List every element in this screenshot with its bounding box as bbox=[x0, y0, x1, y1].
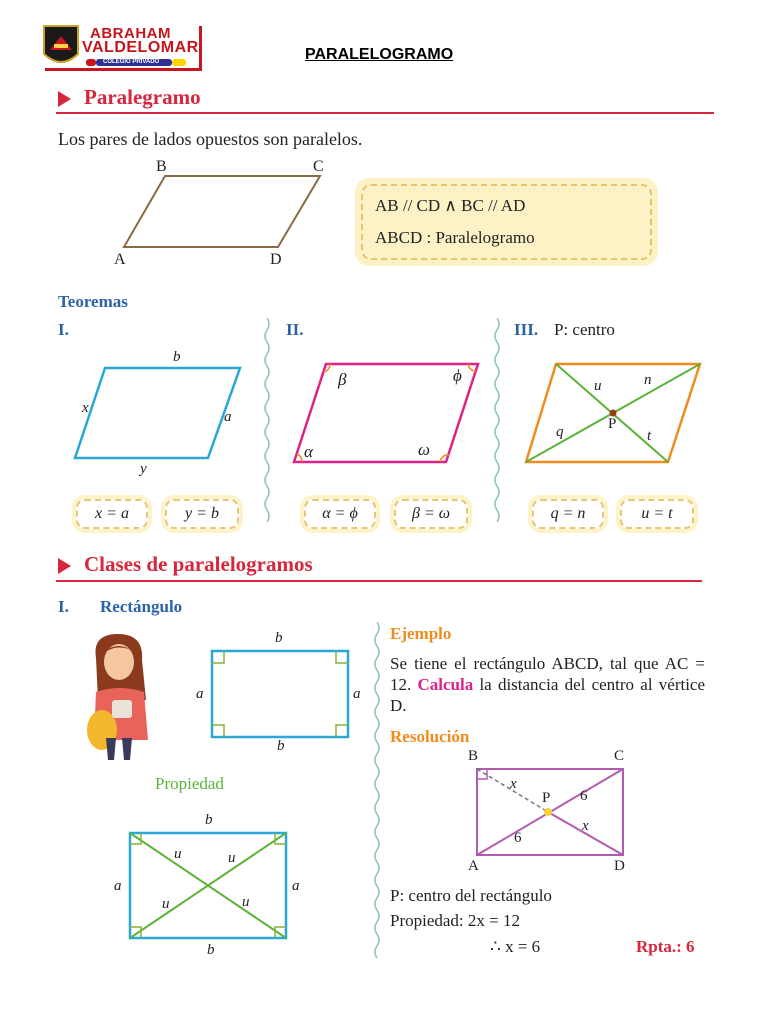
example-text-before: Se tiene el rectángulo ABCD, tal que AC = 12. bbox=[390, 654, 705, 694]
vertex-label-d: D bbox=[270, 251, 282, 268]
t2-label-beta: β bbox=[338, 370, 347, 389]
vertex-label-a: A bbox=[114, 251, 126, 268]
t1-label-x: x bbox=[82, 400, 89, 416]
theorem-3-number: III. bbox=[514, 320, 539, 339]
section-statement: Los pares de lados opuestos son paralelos. bbox=[58, 129, 363, 149]
t3-equation-2: u = t bbox=[620, 499, 694, 529]
theorem-divider-1 bbox=[262, 318, 272, 530]
t3-label-u: u bbox=[594, 378, 602, 394]
prop-label-u-2: u bbox=[228, 850, 236, 866]
rect-label-a-right: a bbox=[353, 686, 361, 702]
rect-name: Rectángulo bbox=[100, 597, 183, 616]
t3-label-t: t bbox=[647, 428, 652, 444]
page-title: PARALELOGRAMO bbox=[305, 46, 454, 63]
t3-label-n: n bbox=[644, 372, 652, 388]
t3-label-p: P bbox=[608, 416, 617, 432]
rectangle-figure bbox=[190, 630, 370, 758]
t1-label-a: a bbox=[224, 409, 232, 425]
ex-label-c: C bbox=[614, 748, 625, 764]
rect-label-b-bottom: b bbox=[277, 738, 285, 754]
student-illustration bbox=[78, 630, 160, 762]
theorem-divider-2 bbox=[492, 318, 502, 530]
ex-label-6-2: 6 bbox=[514, 830, 522, 846]
section-marker-icon bbox=[58, 558, 71, 574]
theorem-3-figure bbox=[520, 350, 710, 475]
prop-label-u-3: u bbox=[162, 896, 170, 912]
example-heading: Ejemplo bbox=[390, 624, 452, 643]
theorem-2-figure bbox=[288, 350, 488, 475]
solution-line-2: Propiedad: 2x = 12 bbox=[390, 911, 520, 930]
t1-label-b: b bbox=[173, 349, 181, 365]
vertex-label-c: C bbox=[313, 158, 324, 175]
school-logo bbox=[40, 24, 205, 72]
t2-equation-1: α = ϕ bbox=[304, 499, 376, 529]
logo-line3: COLEGIO PRIVADO bbox=[103, 59, 160, 65]
ex-label-p: P bbox=[542, 790, 551, 806]
ex-label-a: A bbox=[468, 858, 479, 874]
property-figure bbox=[110, 812, 310, 962]
t2-label-alpha: α bbox=[304, 442, 313, 461]
prop-label-u-4: u bbox=[242, 894, 250, 910]
t2-label-phi: ϕ bbox=[453, 366, 462, 385]
t2-equation-2: β = ω bbox=[394, 499, 468, 529]
solution-line-3: ∴ x = 6 bbox=[490, 937, 541, 956]
t3-equation-1: q = n bbox=[532, 499, 604, 529]
t1-equation-2: y = b bbox=[165, 499, 239, 529]
prop-label-b-top: b bbox=[205, 812, 213, 828]
logo-line1: ABRAHAM bbox=[90, 25, 171, 42]
example-statement bbox=[390, 653, 705, 716]
prop-label-u-1: u bbox=[174, 846, 182, 862]
example-text-after: la distancia del centro al vértice D. bbox=[390, 675, 706, 715]
ex-label-6-1: 6 bbox=[580, 788, 588, 804]
theorem-1-number: I. bbox=[58, 320, 69, 339]
logo-line2: VALDELOMAR bbox=[82, 39, 199, 56]
answer: Rpta.: 6 bbox=[636, 937, 695, 956]
ex-label-b: B bbox=[468, 748, 479, 764]
definition-box bbox=[355, 178, 658, 266]
definition-name: ABCD : Paralelogramo bbox=[375, 228, 535, 247]
section-title-clases: Clases de paralelogramos bbox=[84, 552, 313, 576]
t1-equation-1: x = a bbox=[76, 499, 148, 529]
example-divider bbox=[372, 622, 382, 962]
resolution-heading: Resolución bbox=[390, 727, 470, 746]
example-text-highlight: Calcula bbox=[417, 675, 474, 694]
section-title-paralegramo: Paralegramo bbox=[84, 85, 201, 109]
vertex-label-b: B bbox=[156, 158, 167, 175]
t1-label-y: y bbox=[140, 461, 147, 477]
definition-parallel: AB // CD ∧ BC // AD bbox=[375, 196, 526, 215]
theorem-1-figure bbox=[60, 345, 260, 480]
ex-label-x-2: x bbox=[582, 818, 589, 834]
t2-label-omega: ω bbox=[418, 440, 431, 459]
rect-label-a-left: a bbox=[196, 686, 204, 702]
section-rule bbox=[56, 580, 702, 582]
rect-label-b-top: b bbox=[275, 630, 283, 646]
theorems-heading: Teoremas bbox=[58, 292, 128, 311]
section-rule bbox=[56, 112, 714, 114]
section-marker-icon bbox=[58, 91, 71, 107]
solution-line-1: P: centro del rectángulo bbox=[390, 886, 552, 905]
t3-label-q: q bbox=[556, 424, 564, 440]
prop-label-a-left: a bbox=[114, 878, 122, 894]
property-heading: Propiedad bbox=[155, 774, 224, 793]
rect-number: I. bbox=[58, 597, 69, 616]
prop-label-a-right: a bbox=[292, 878, 300, 894]
prop-label-b-bottom: b bbox=[207, 942, 215, 958]
theorem-2-number: II. bbox=[286, 320, 304, 339]
parallelogram-figure bbox=[110, 160, 340, 270]
example-figure bbox=[460, 750, 640, 878]
ex-label-x-1: x bbox=[510, 776, 517, 792]
theorem-3-caption: P: centro bbox=[554, 320, 615, 339]
ex-label-d: D bbox=[614, 858, 625, 874]
